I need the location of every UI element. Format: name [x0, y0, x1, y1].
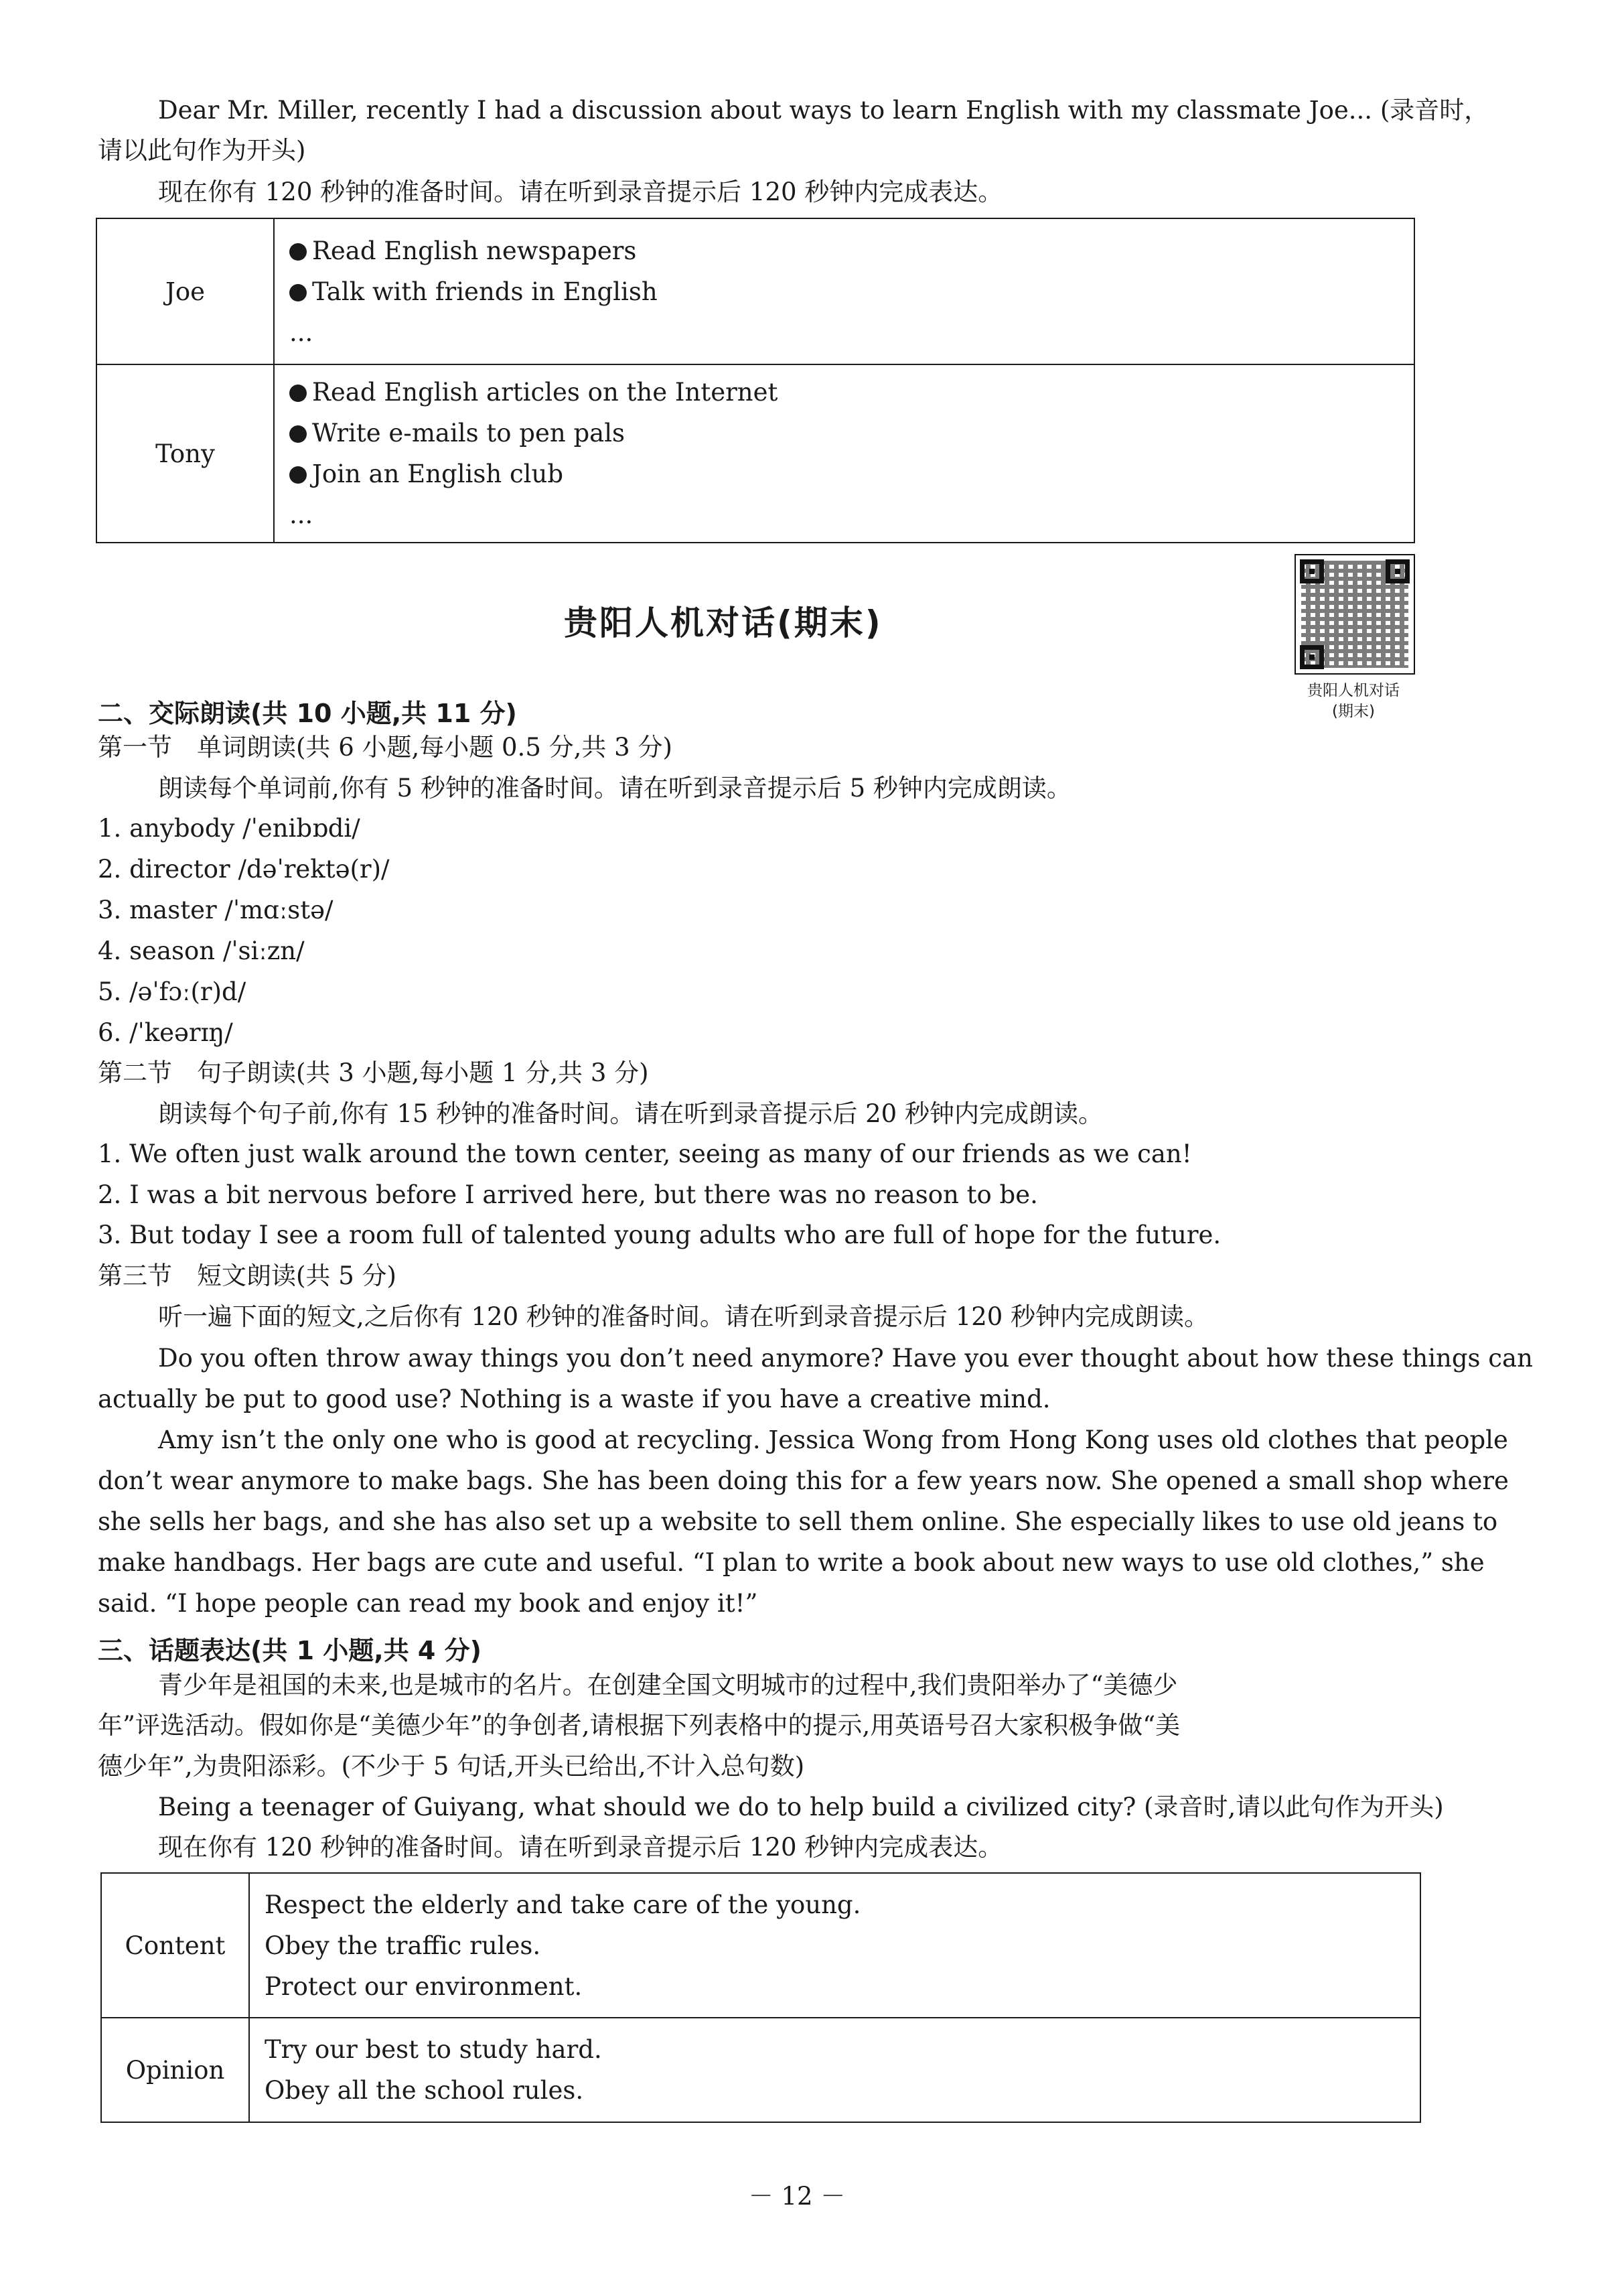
sentence-item: 1. We often just walk around the town center, seeing as many of our friends as we can! [98, 1139, 1192, 1168]
list-item: Join an English club [289, 454, 1399, 494]
ellipsis: ... [289, 500, 313, 529]
word-item: 2. director /dəˈrektə(r)/ [98, 855, 390, 884]
list-item: Read English articles on the Internet [289, 372, 1399, 413]
sec3-instr: 听一遍下面的短文,之后你有 120 秒钟的准备时间。请在听到录音提示后 120 秒钟内完成朗读。 [158, 1302, 1209, 1331]
part3-prep: 现在你有 120 秒钟的准备时间。请在听到录音提示后 120 秒钟内完成表达。 [158, 1833, 1003, 1862]
qr-code-icon [1295, 554, 1415, 675]
passage-line: actually be put to good use? Nothing is a waste if you have a creative mind. [98, 1385, 1051, 1413]
table-row [96, 218, 1414, 364]
intro-prep: 现在你有 120 秒钟的准备时间。请在听到录音提示后 120 秒钟内完成表达。 [158, 178, 1003, 206]
intro-line-1: Dear Mr. Miller, recently I had a discussion about ways to learn English with my classmate Joe... (录音时， [158, 96, 1489, 125]
passage-line: Do you often throw away things you don’t need anymore? Have you ever thought about how these things can [158, 1344, 1533, 1373]
row-items [249, 1873, 1420, 2018]
part3-heading: 三、话题表达(共 1 小题,共 4 分) [98, 1636, 482, 1665]
bullet-icon [289, 284, 307, 301]
row-name: Content [101, 1873, 249, 2018]
word-item: 1. anybody /ˈenibɒdi/ [98, 814, 360, 843]
row-items [249, 2018, 1420, 2122]
row-name: Opinion [101, 2018, 249, 2122]
ellipsis: ... [289, 318, 313, 347]
bullet-icon [289, 466, 307, 484]
passage-line: said. “I hope people can read my book and enjoy it!” [98, 1589, 758, 1618]
table-row [96, 364, 1414, 543]
list-item: Try our best to study hard. [265, 2035, 602, 2064]
sec2-title: 第二节 句子朗读(共 3 小题,每小题 1 分,共 3 分) [98, 1058, 649, 1087]
list-item: Protect our environment. [265, 1971, 583, 2001]
list-item: Obey all the school rules. [265, 2076, 584, 2105]
row-name: Joe [96, 218, 274, 364]
topic-hints-table [100, 1872, 1421, 2123]
page-title: 贵阳人机对话(期末) [564, 604, 883, 642]
part3-opening: Being a teenager of Guiyang, what should we do to help build a civilized city? (录音时,请以此句作为开头) [158, 1793, 1444, 1821]
row-items [274, 364, 1414, 543]
passage-line: make handbags. Her bags are cute and useful. “I plan to write a book about new ways to use old clothes,” she [98, 1548, 1485, 1577]
list-item: Read English newspapers [289, 230, 1399, 271]
passage-line: Amy isn’t the only one who is good at recycling. Jessica Wong from Hong Kong uses old clothes that people [158, 1426, 1508, 1454]
word-item: 5. /əˈfɔː(r)d/ [98, 977, 246, 1006]
part3-para-line: 德少年”,为贵阳添彩。(不少于 5 句话,开头已给出,不计入总句数) [98, 1752, 805, 1781]
intro-line-2: 请以此句作为开头) [98, 136, 306, 165]
bullet-icon [289, 425, 307, 443]
bullet-icon [289, 243, 307, 261]
passage-line: she sells her bags, and she has also set up a website to sell them online. She especially likes to use old jeans to [98, 1507, 1498, 1536]
passage-line: don’t wear anymore to make bags. She has been doing this for a few years now. She opened a small shop where [98, 1466, 1509, 1495]
sec3-title: 第三节 短文朗读(共 5 分) [98, 1261, 396, 1290]
sentence-item: 3. But today I see a room full of talented young adults who are full of hope for the future. [98, 1221, 1222, 1249]
sec2-instr: 朗读每个句子前,你有 15 秒钟的准备时间。请在听到录音提示后 20 秒钟内完成朗读。 [158, 1099, 1103, 1128]
row-name: Tony [96, 364, 274, 543]
part3-para-line: 年”评选活动。假如你是“美德少年”的争创者,请根据下列表格中的提示,用英语号召大家积极争做“美 [98, 1711, 1181, 1740]
ways-table [96, 218, 1415, 543]
sec1-instr: 朗读每个单词前,你有 5 秒钟的准备时间。请在听到录音提示后 5 秒钟内完成朗读。 [158, 774, 1072, 803]
row-items [274, 218, 1414, 364]
list-item: Obey the traffic rules. [265, 1931, 541, 1960]
sec1-title: 第一节 单词朗读(共 6 小题,每小题 0.5 分,共 3 分) [98, 733, 672, 762]
qr-caption-2: (期末) [1332, 703, 1375, 720]
part2-heading: 二、交际朗读(共 10 小题,共 11 分) [98, 699, 517, 728]
table-row [101, 1873, 1420, 2018]
list-item: Write e-mails to pen pals [289, 413, 1399, 454]
word-item: 4. season /ˈsiːzn/ [98, 937, 305, 965]
part3-para-line: 青少年是祖国的未来,也是城市的名片。在创建全国文明城市的过程中,我们贵阳举办了“美德少 [158, 1671, 1178, 1700]
page-number: － 12 － [748, 2182, 846, 2211]
list-item: Talk with friends in English [289, 271, 1399, 312]
word-item: 6. /ˈkeərɪŋ/ [98, 1018, 233, 1047]
bullet-icon [289, 385, 307, 402]
table-row [101, 2018, 1420, 2122]
word-item: 3. master /ˈmɑːstə/ [98, 896, 334, 924]
list-item: Respect the elderly and take care of the young. [265, 1890, 861, 1919]
sentence-item: 2. I was a bit nervous before I arrived here, but there was no reason to be. [98, 1180, 1038, 1209]
qr-caption-1: 贵阳人机对话 [1307, 682, 1400, 699]
